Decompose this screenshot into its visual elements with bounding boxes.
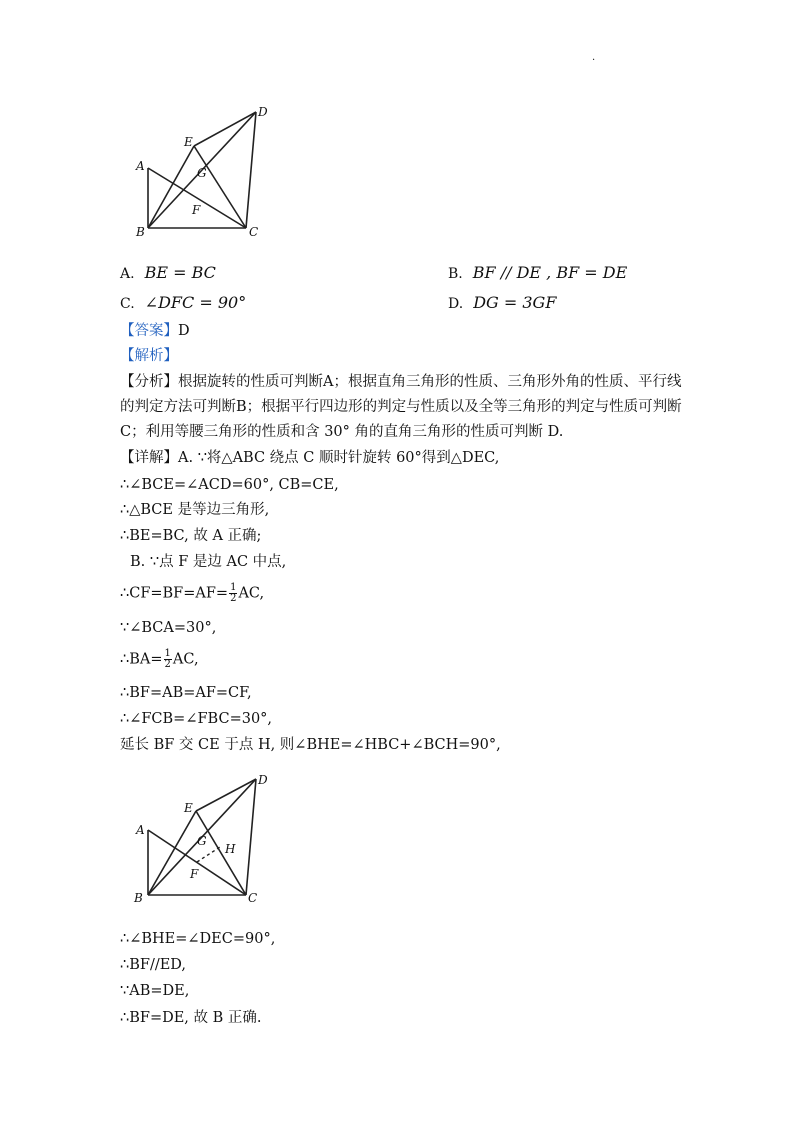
after-line-2: ∴BF//ED, [120,957,187,973]
detail-line-5: B. ∵点 F 是边 AC 中点, [130,554,287,570]
edge-DC [246,779,256,895]
option-b[interactable] [448,263,627,282]
edge-ED [194,112,256,146]
detail-line-3: ∴△BCE 是等边三角形, [120,502,270,518]
label-F: F [190,867,199,881]
option-c-text: ∠DFC = 90° [144,293,247,312]
option-b-letter: B. [448,266,463,282]
after-line-3: ∵AB=DE, [120,983,190,999]
label-B: B [134,891,143,905]
analysis-line-3: C；利用等腰三角形的性质和含 30° 角的直角三角形的性质可判断 D. [120,424,564,440]
analysis-tag: 【分析】 [120,374,178,390]
detail-line-2: ∴∠BCE=∠ACD=60°, CB=CE, [120,477,339,493]
label-B: B [136,225,145,239]
analysis-heading: 【解析】 [120,348,178,364]
edge-DC [246,112,256,228]
option-b-text: BF // DE , BF = DE [472,263,628,282]
edge-BE [148,811,196,895]
option-a[interactable] [120,263,216,282]
after-line-1: ∴∠BHE=∠DEC=90°, [120,931,276,947]
option-d-letter: D. [448,296,464,312]
edge-FH-dashed [197,847,220,862]
label-F: F [192,203,201,217]
label-G: G [197,166,207,180]
detail-line-4: ∴BE=BC, 故 A 正确; [120,528,262,544]
fraction-half: $\frac{1}{2}$ [230,582,237,604]
answer-tag: 【答案】 [120,323,178,339]
detail-line-6: ∴CF=BF=AF= $\frac{1}{2}$ AC, [120,582,265,604]
label-H: H [225,842,236,856]
option-a-letter: A. [120,266,135,282]
detail-line-11: 延长 BF 交 CE 于点 H, 则∠BHE=∠HBC+∠BCH=90°, [120,737,501,753]
top-mark: . [592,52,596,63]
detail-line-8: ∴BA= $\frac{1}{2}$ AC, [120,648,199,670]
detail-line-10: ∴∠FCB=∠FBC=30°, [120,711,273,727]
edge-EC [194,146,246,228]
fraction-half: $\frac{1}{2}$ [164,648,171,670]
analysis-line-2: 的判定方法可判断B；根据平行四边形的判定与性质以及全等三角形的判定与性质可判断 [120,399,682,415]
option-c[interactable] [120,293,246,312]
answer-line [120,321,190,341]
label-C: C [248,891,258,905]
option-d-text: DG = 3GF [473,293,557,312]
option-c-letter: C. [120,296,135,312]
geometry-figure-2 [120,767,280,912]
edge-ED [196,779,256,811]
answer-value: D [178,323,190,339]
label-G: G [197,834,207,848]
edge-EC [196,811,246,895]
label-C: C [249,225,259,239]
label-E: E [184,135,193,149]
detail-line-7: ∵∠BCA=30°, [120,620,217,636]
detail-tag: 【详解】 [120,450,178,466]
detail-line-9: ∴BF=AB=AF=CF, [120,685,252,701]
detail-line-1: 【详解】A. ∵将△ABC 绕点 C 顺时针旋转 60°得到△DEC, [120,450,500,466]
option-d[interactable] [448,293,556,312]
geometry-figure-1 [120,98,280,243]
label-A: A [136,159,145,173]
label-E: E [184,801,193,815]
option-a-text: BE = BC [144,263,216,282]
label-A: A [136,823,145,837]
label-D: D [258,105,268,119]
analysis-line-1: 【分析】根据旋转的性质可判断A；根据直角三角形的性质、三角形外角的性质、平行线 [120,374,682,390]
label-D: D [258,773,268,787]
after-line-4: ∴BF=DE, 故 B 正确. [120,1010,262,1026]
